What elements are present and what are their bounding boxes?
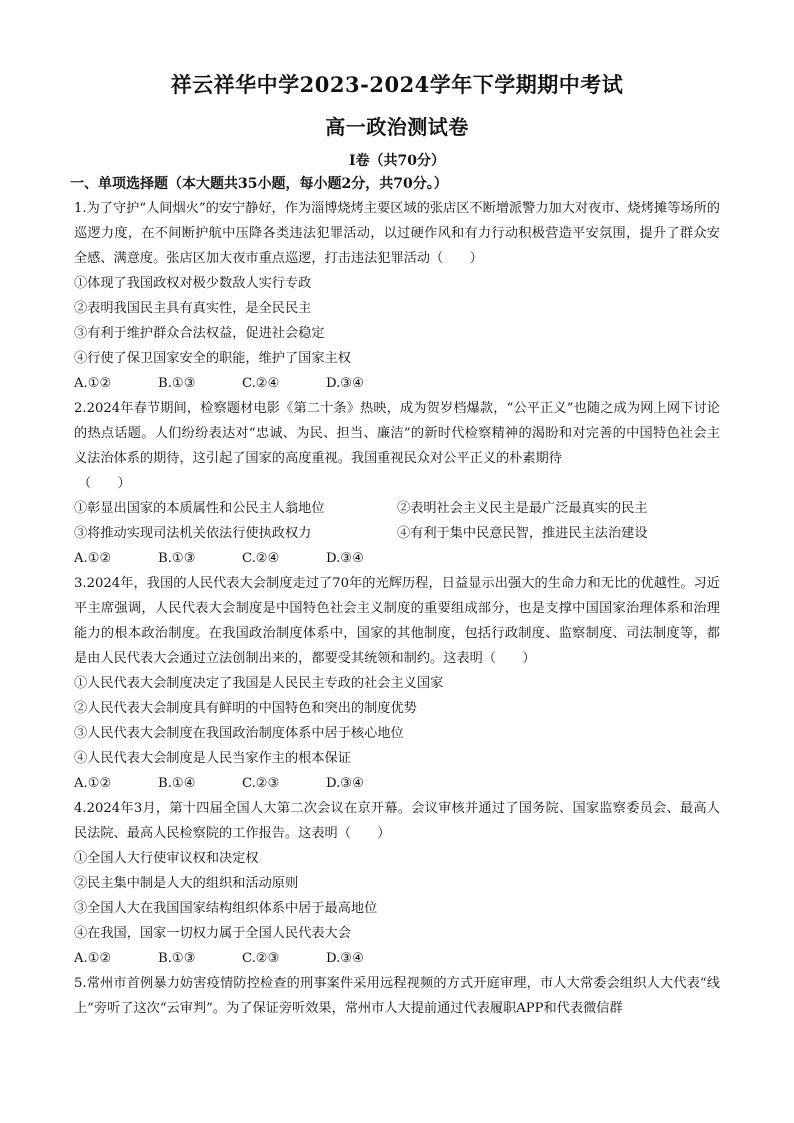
question-4-stem: 4.2024年3月，第十四届全国人大第二次会议在京开幕。会议审核并通过了国务院、国家监察委员会、最高人民法院、最高人民检察院的工作报告。这表明（ ）	[74, 801, 720, 841]
question-2-choices	[74, 546, 720, 571]
choice-a: A.①②	[74, 376, 112, 391]
question-2-option-row-1	[74, 496, 720, 521]
choice-b: B.①③	[158, 551, 196, 566]
choice-a: A.①②	[74, 951, 112, 966]
choice-b: B.①④	[158, 776, 196, 791]
choice-c: C.②④	[242, 551, 280, 566]
question-5	[74, 971, 720, 1021]
question-4-choices	[74, 946, 720, 971]
exam-subtitle: 高一政治测试卷	[325, 115, 469, 139]
question-3-option-3: ③人民代表大会制度在我国政治制度体系中居于核心地位	[74, 726, 404, 741]
question-4	[74, 796, 720, 971]
choice-d: D.③④	[326, 776, 364, 791]
question-2-option-row-2	[74, 521, 720, 546]
question-3-option-1: ①人民代表大会制度决定了我国是人民民主专政的社会主义国家	[74, 676, 444, 691]
question-2-option-2: ②表明社会主义民主是最广泛最真实的民主	[397, 501, 648, 516]
exam-title: 祥云祥华中学2023-2024学年下学期期中考试	[170, 72, 624, 97]
question-4-option-3: ③全国人大在我国国家结构组织体系中居于最高地位	[74, 901, 378, 916]
question-4-option-4: ④在我国，国家一切权力属于全国人民代表大会	[74, 926, 351, 941]
question-3-stem: 3.2024年，我国的人民代表大会制度走过了70年的光辉历程，日益显示出强大的生命力和无比的优越性。习近平主席强调，人民代表大会制度是中国特色社会主义制度的重要组成部分，也是支撑中国国家治理体系和治理能力的根本政治制度。在我国政治制度体系中，国家的其他制度，包括行政制度、监察制度、司法制度等，都是由人民代表大会通过立法创制出来的，都要受其统领和制约。这表明（ ）	[74, 576, 720, 666]
question-2-answer-blank: （ ）	[78, 476, 131, 491]
choice-c: C.②④	[242, 376, 280, 391]
question-1-option-2: ②表明我国民主具有真实性，是全民民主	[74, 301, 312, 316]
question-2-stem: 2.2024年春节期间，检察题材电影《第二十条》热映，成为贺岁档爆款，“公平正义”也随之成为网上网下讨论的热点话题。人们纷纷表达对“忠诚、为民、担当、廉洁”的新时代检察精神的渴盼和对完善的中国特色社会主义法治体系的期待，这引起了国家的高度重视。我国重视民众对公平正义的朴素期待	[74, 401, 720, 466]
question-5-stem: 5.常州市首例暴力妨害疫情防控检查的刑事案件采用远程视频的方式开庭审理，市人大常委会组织人大代表“线上”旁听了这次“云审判”。为了保证旁听效果，常州市人大提前通过代表履职APP和代表微信群	[74, 976, 720, 1016]
choice-b: B.①③	[158, 951, 196, 966]
question-3-option-4: ④人民代表大会制度是人民当家作主的根本保证	[74, 751, 351, 766]
choice-c: C.②③	[242, 776, 280, 791]
question-1-option-4: ④行使了保卫国家安全的职能，维护了国家主权	[74, 351, 351, 366]
question-1-stem: 1.为了守护“人间烟火”的安宁静好，作为淄博烧烤主要区域的张店区不断增派警力加大对夜市、烧烤摊等场所的巡逻力度，在不间断护航中压降各类违法犯罪活动，以过硬作风和有力行动积极营造平安氛围，提升了群众安全感、满意度。张店区加大夜市重点巡逻，打击违法犯罪活动（ ）	[74, 201, 720, 266]
question-4-option-2: ②民主集中制是人大的组织和活动原则	[74, 876, 299, 891]
choice-a: A.①②	[74, 776, 112, 791]
question-4-option-1: ①全国人大行使审议权和决定权	[74, 851, 259, 866]
question-2-option-4: ④有利于集中民意民智，推进民主法治建设	[397, 526, 648, 541]
section-heading: I卷（共70分）	[348, 153, 446, 169]
question-3-option-2: ②人民代表大会制度具有鲜明的中国特色和突出的制度优势	[74, 701, 417, 716]
choice-d: D.③④	[326, 551, 364, 566]
choice-b: B.①③	[158, 376, 196, 391]
question-3-choices	[74, 771, 720, 796]
question-2-option-1: ①彰显出国家的本质属性和公民主人翁地位	[74, 501, 325, 516]
question-3	[74, 571, 720, 796]
question-1-choices	[74, 371, 720, 396]
choice-d: D.③④	[326, 951, 364, 966]
question-2-option-3: ③将推动实现司法机关依法行使执政权力	[74, 526, 312, 541]
question-2	[74, 396, 720, 571]
choice-c: C.②③	[242, 951, 280, 966]
question-1-option-1: ①体现了我国政权对极少数敌人实行专政	[74, 276, 312, 291]
question-1	[74, 196, 720, 396]
question-1-option-3: ③有利于维护群众合法权益，促进社会稳定	[74, 326, 325, 341]
choice-d: D.③④	[326, 376, 364, 391]
part-heading: 一、单项选择题（本大题共35小题，每小题2分，共70分。）	[70, 176, 448, 192]
choice-a: A.①②	[74, 551, 112, 566]
